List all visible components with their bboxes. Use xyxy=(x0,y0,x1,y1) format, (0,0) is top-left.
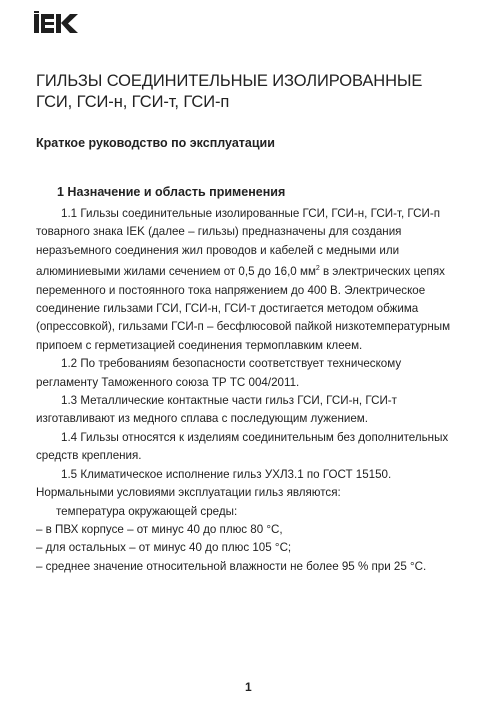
title-line-1: ГИЛЬЗЫ СОЕДИНИТЕЛЬНЫЕ ИЗОЛИРОВАННЫЕ xyxy=(36,72,423,90)
document-subtitle: Краткое руководство по эксплуатации xyxy=(36,136,275,150)
text-line: 1.3 Металлические контактные части гильз ГСИ, ГСИ-н, ГСИ-т xyxy=(61,394,397,408)
text-line: переменного и постоянного тока напряжением до 400 В. Электрическое xyxy=(36,283,426,297)
page-number: 1 xyxy=(245,680,252,694)
list-item: – в ПВХ корпусе – от минус 40 до плюс 80 °С, xyxy=(36,522,283,536)
paragraph-1-4 xyxy=(36,429,466,466)
text-line: средств крепления. xyxy=(36,449,142,463)
list-item: – среднее значение относительной влажности не более 95 % при 25 °С. xyxy=(36,559,427,573)
paragraph-1-1 xyxy=(36,205,466,355)
text-line: температура окружающей среды: xyxy=(56,504,238,518)
text-fragment: в электрических цепях xyxy=(319,265,445,279)
document-title xyxy=(36,71,422,113)
paragraph-1-5 xyxy=(36,466,466,576)
text-line: 1.2 По требованиям безопасности соответствует техническому xyxy=(61,357,402,371)
text-line: регламенту Таможенного союза ТР ТС 004/2011. xyxy=(36,375,300,389)
list-item: – для остальных – от минус 40 до плюс 105 °С; xyxy=(36,541,292,555)
text-line: 1.1 Гильзы соединительные изолированные ГСИ, ГСИ-н, ГСИ-т, ГСИ-п xyxy=(61,207,440,220)
title-line-2: ГСИ, ГСИ-н, ГСИ-т, ГСИ-п xyxy=(36,93,230,111)
text-fragment: алюминиевыми жилами сечением от 0,5 до 16,0 мм xyxy=(36,265,316,279)
paragraph-1-3 xyxy=(36,392,466,429)
text-line: изготавливают из медного сплава с последующим лужением. xyxy=(36,412,368,426)
text-line xyxy=(36,260,466,281)
text-line: припоем с герметизацией соединения термоплавким клеем. xyxy=(36,338,363,352)
iek-logo xyxy=(34,11,80,38)
superscript: 2 xyxy=(315,265,320,273)
paragraph-1-2 xyxy=(36,355,466,392)
section-heading: 1 Назначение и область применения xyxy=(57,185,286,199)
text-line: соединение гильзами ГСИ, ГСИ-н, ГСИ-т достигается методом обжима xyxy=(36,302,419,316)
text-line: товарного знака IEK (далее – гильзы) предназначены для создания xyxy=(36,225,402,239)
text-line: неразъемного соединения жил проводов и кабелей с медными или xyxy=(36,243,400,257)
text-line: 1.5 Климатическое исполнение гильз УХЛ3.1 по ГОСТ 15150. xyxy=(61,467,392,481)
text-line: (опрессовкой), гильзами ГСИ-п – бесфлюсовой пайкой низкотемпературным xyxy=(36,320,451,334)
text-line: 1.4 Гильзы относятся к изделиям соединительным без дополнительных xyxy=(61,430,449,444)
text-line: Нормальными условиями эксплуатации гильз являются: xyxy=(36,486,341,500)
section-body xyxy=(36,205,466,576)
